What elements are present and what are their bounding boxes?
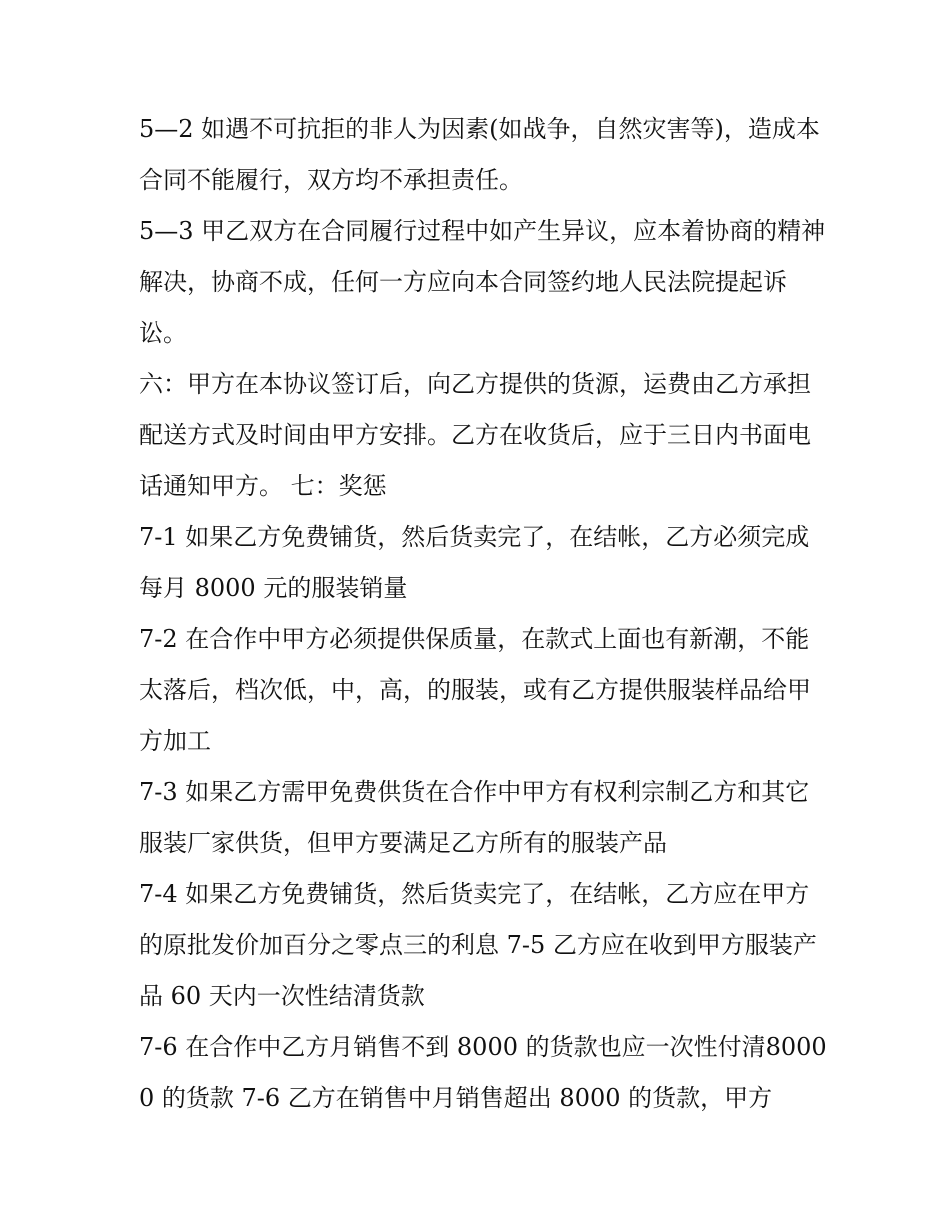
clause-5-2: 5—2 如遇不可抗拒的非人为因素(如战争，自然灾害等)，造成本合同不能履行，双方均不承担责任。 [139, 115, 820, 194]
clause-7-2: 7-2 在合作中甲方必须提供保质量，在款式上面也有新潮，不能太落后，档次低，中，高，的服装，或有乙方提供服装样品给甲方加工 [139, 625, 811, 755]
clause-6: 六：甲方在本协议签订后，向乙方提供的货源，运费由乙方承担配送方式及时间由甲方安排。乙方在收货后，应于三日内书面电话通知甲方。 七：奖惩 [139, 370, 811, 500]
clause-7-4: 7-4 如果乙方免费铺货，然后货卖完了，在结帐，乙方应在甲方的原批发价加百分之零点三的利息 7-5 乙方应在收到甲方服装产品 60 天内一次性结清货款 [139, 880, 817, 1010]
clause-7-6: 7-6 在合作中乙方月销售不到 8000 的货款也应一次性付清80000 的货款 7-6 乙方在销售中月销售超出 8000 的货款，甲方 [139, 1033, 827, 1112]
clause-7-1: 7-1 如果乙方免费铺货，然后货卖完了，在结帐，乙方必须完成每月 8000 元的服装销量 [139, 523, 810, 602]
clause-5-3: 5—3 甲乙双方在合同履行过程中如产生异议，应本着协商的精神解决，协商不成，任何一方应向本合同签约地人民法院提起诉讼。 [139, 217, 826, 347]
clause-7-3: 7-3 如果乙方需甲免费供货在合作中甲方有权利宗制乙方和其它服装厂家供货，但甲方要满足乙方所有的服装产品 [139, 778, 810, 857]
document-body [139, 104, 829, 1124]
